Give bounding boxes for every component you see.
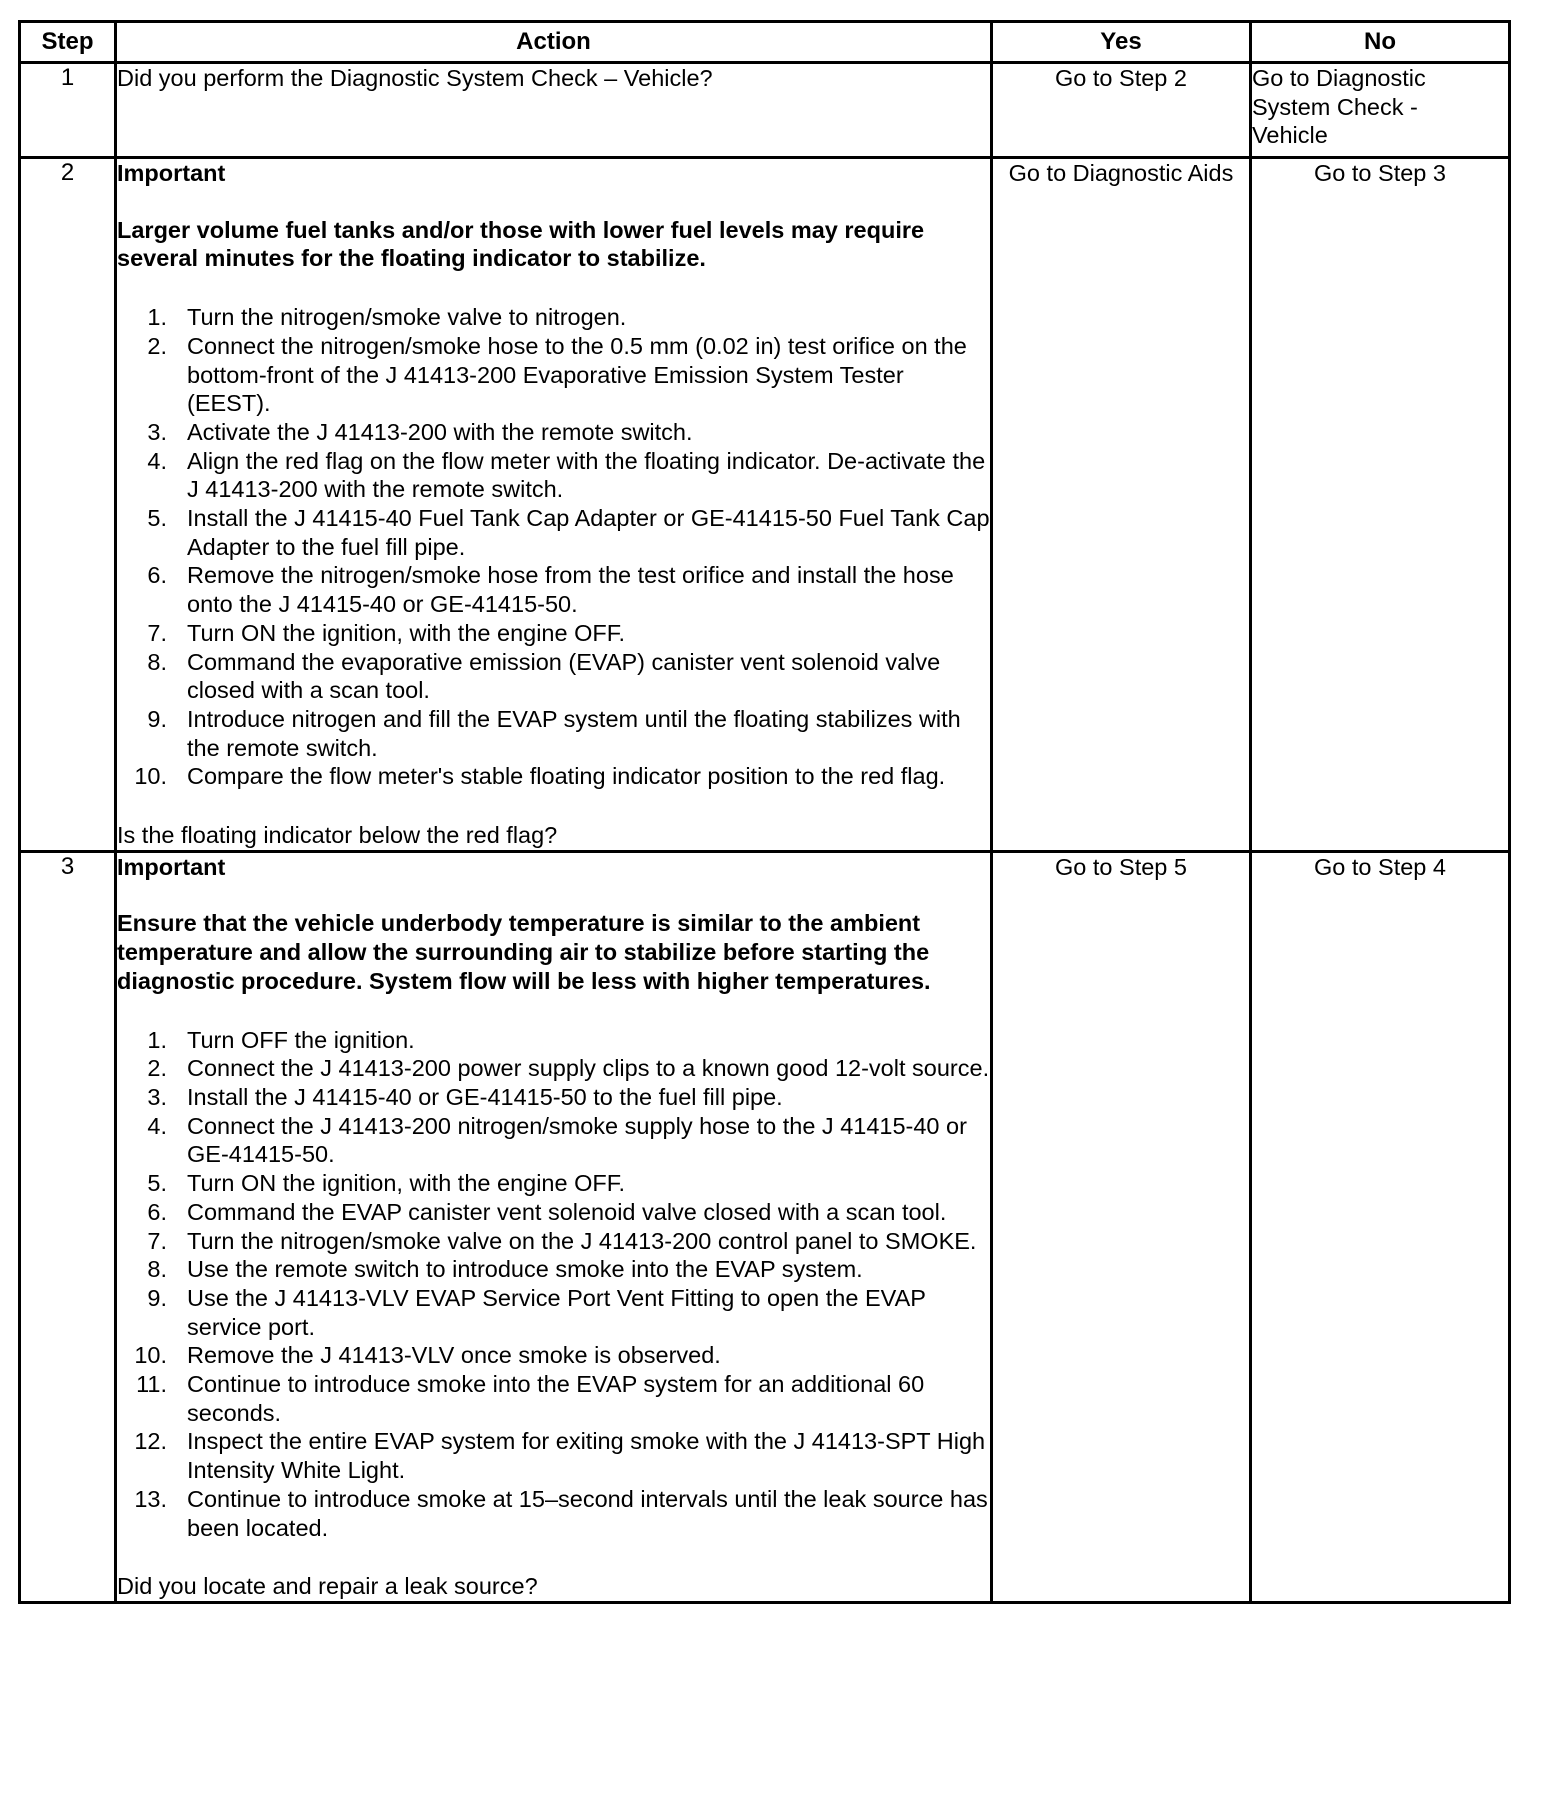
procedure-step: 9. Use the J 41413-VLV EVAP Service Port Vent Fitting to open the EVAP service port. [147,1284,926,1340]
procedure-step: 6. Command the EVAP canister vent solenoid valve closed with a scan tool. [147,1198,947,1225]
step-number: 2 [20,158,116,852]
no-line: Go to Diagnostic [1252,65,1426,91]
yes-cell: Go to Step 5 [992,851,1251,1602]
procedure-step: 2. Connect the nitrogen/smoke hose to the 0.5 mm (0.02 in) test orifice on the bottom-front of the J 41413-200 Evaporative Emission System Tester (EEST). [147,332,967,417]
procedure-step: 8. Use the remote switch to introduce smoke into the EVAP system. [147,1256,863,1283]
important-text: Larger volume fuel tanks and/or those with lower fuel levels may require several minutes for the floating indicator to stabilize. [117,216,925,272]
yes-cell: Go to Diagnostic Aids [992,158,1251,852]
yes-cell: Go to Step 2 [992,63,1251,158]
procedure-step: 5. Install the J 41415-40 Fuel Tank Cap Adapter or GE-41415-50 Fuel Tank Cap Adapter to the fuel fill pipe. [147,505,990,560]
procedure-step: 4. Connect the J 41413-200 nitrogen/smoke supply hose to the J 41415-40 or GE-41415-50. [147,1112,967,1168]
question-text: Did you perform the Diagnostic System Check – Vehicle? [117,65,713,91]
procedure-step: 1. Turn OFF the ignition. [147,1026,415,1053]
important-title: Important [117,160,226,186]
procedure-step: 11. Continue to introduce smoke into the EVAP system for an additional 60 seconds. [136,1371,925,1426]
procedure-list [117,1026,990,1543]
question-text: Did you locate and repair a leak source? [117,1573,538,1600]
procedure-step: 6. Remove the nitrogen/smoke hose from the test orifice and install the hose onto the J 41415-40 or GE-41415-50. [147,562,954,618]
procedure-step: 13. Continue to introduce smoke at 15–second intervals until the leak source has been located. [134,1485,988,1541]
procedure-step: 7. Turn the nitrogen/smoke valve on the J 41413-200 control panel to SMOKE. [147,1227,977,1254]
procedure-step: 1. Turn the nitrogen/smoke valve to nitrogen. [147,304,627,331]
step-number: 3 [20,851,116,1602]
procedure-step: 7. Turn ON the ignition, with the engine OFF. [147,619,626,646]
action-cell [116,158,992,852]
no-cell [1251,63,1510,158]
header-step: Step [20,22,116,63]
no-line: System Check - [1252,93,1418,120]
action-cell [116,63,992,158]
procedure-step: 9. Introduce nitrogen and fill the EVAP system until the floating stabilizes with the remote switch. [147,705,961,761]
no-line: Vehicle [1252,122,1328,149]
procedure-step: 10. Compare the flow meter's stable floating indicator position to the red flag. [134,763,946,790]
header-yes: Yes [992,22,1251,63]
header-row [20,22,1510,63]
procedure-step: 3. Activate the J 41413-200 with the remote switch. [147,418,693,445]
diagnostic-table [18,20,1511,1604]
procedure-step: 2. Connect the J 41413-200 power supply clips to a known good 12-volt source. [147,1055,990,1082]
important-text: Ensure that the vehicle underbody temperature is similar to the ambient temperature and allow the surrounding air to stabilize before starting the diagnostic procedure. System flow will be less with higher temperatures. [117,910,931,994]
procedure-step: 12. Inspect the entire EVAP system for exiting smoke with the J 41413-SPT High Intensity White Light. [134,1428,986,1484]
procedure-step: 10. Remove the J 41413-VLV once smoke is observed. [134,1342,721,1369]
question-text: Is the floating indicator below the red flag? [117,822,558,849]
no-cell: Go to Step 4 [1251,851,1510,1602]
procedure-step: 5. Turn ON the ignition, with the engine OFF. [147,1170,626,1197]
procedure-list [117,303,990,791]
header-action: Action [116,22,992,63]
table-row-step-3 [20,851,1510,1602]
table-row-step-2 [20,158,1510,852]
procedure-step: 4. Align the red flag on the flow meter with the floating indicator. De-activate the J 41413-200 with the remote switch. [147,447,986,503]
procedure-step: 3. Install the J 41415-40 or GE-41415-50 to the fuel fill pipe. [147,1083,783,1110]
important-title: Important [117,853,226,880]
table-row-step-1 [20,63,1510,158]
procedure-step: 8. Command the evaporative emission (EVAP) canister vent solenoid valve closed with a scan tool. [147,648,941,704]
no-cell: Go to Step 3 [1251,158,1510,852]
step-number: 1 [20,63,116,158]
action-cell [116,851,992,1602]
header-no: No [1251,22,1510,63]
